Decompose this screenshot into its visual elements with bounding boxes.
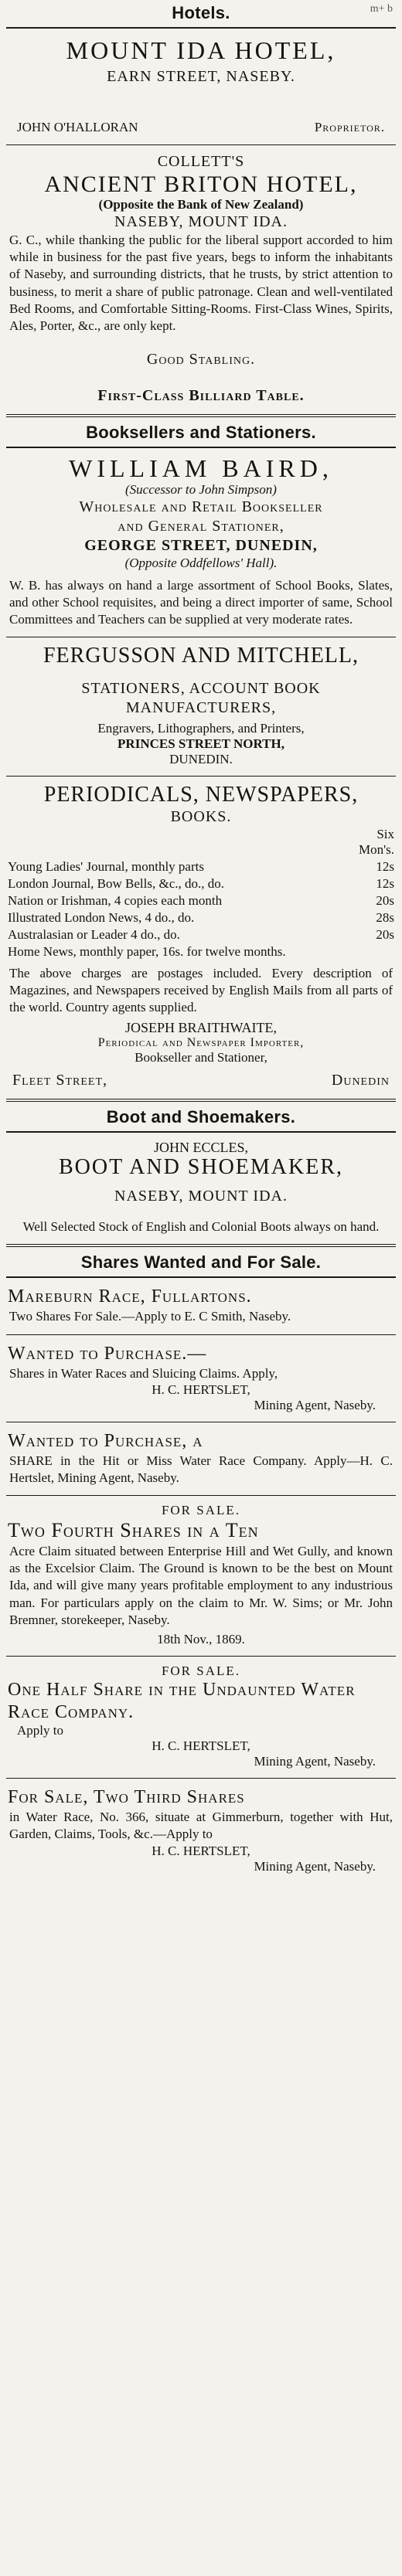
ad-wanted-hit-or-miss (6, 1425, 396, 1493)
divider (6, 776, 396, 777)
agent-role: Periodical and Newspaper Importer, (97, 1035, 305, 1049)
ad-text: in Water Race, No. 366, situate at Gimmerburn, together with Hut, Garden, Claims, Tools, &c.—Apply to (9, 1810, 393, 1842)
price-list (8, 858, 394, 961)
price-value: 12s (376, 858, 394, 874)
agent-role: Bookseller and Stationer, (135, 1049, 267, 1065)
ad-trade-line: and General Stationer, (118, 518, 284, 535)
ad-subtitle: BOOKS. (170, 807, 232, 825)
ad-william-baird (6, 450, 396, 634)
ad-trade-line: Wholesale and Retail Bookseller (79, 498, 323, 516)
ad-wanted-shares-races (6, 1337, 396, 1419)
ad-street: GEORGE STREET, DUNEDIN, (84, 537, 318, 555)
price-row (8, 892, 394, 909)
ad-text: SHARE in the Hit or Miss Water Race Company. Apply—H. C. Hertslet, Mining Agent, Naseby. (9, 1453, 393, 1485)
ad-title: PERIODICALS, NEWSPAPERS, (43, 783, 359, 807)
agent-town: Dunedin (331, 1071, 390, 1089)
ad-sale-excelsior-claim (6, 1498, 396, 1653)
ad-stabling: Good Stabling. (146, 350, 256, 368)
ad-sale-undaunted (6, 1659, 396, 1776)
ad-text: Acre Claim situated between Enterprise Hill and Wet Gully, and known as the Excelsior Claim. The Ground is known to be the best on Mount Ida, and will give many years profitable employment to any industrious man. For particulars apply on the claim to Mr. W. Sims; or Mr. John Bremner, storekeeper, Naseby. (9, 1544, 393, 1627)
proprietor-role: Proprietor. (314, 120, 385, 135)
divider (6, 1656, 396, 1657)
ad-title: Mareburn Race, Fullartons. (8, 1286, 252, 1307)
ad-town: NASEBY, MOUNT IDA. (114, 1188, 288, 1205)
divider (6, 447, 396, 448)
ad-text: The above charges are postages included. Every description of Magazines, and Newspapers received by English Mails from all parts of the world. Country agents supplied. (9, 966, 393, 1015)
ad-line: DUNEDIN. (169, 752, 233, 767)
ad-text: Shares in Water Races and Sluicing Claims. Apply, (9, 1365, 278, 1381)
ad-text: G. C., while thanking the public for the liberal support accorded to him while in business for the past five years, begs to inform the inhabitants of Naseby, and surrounding districts, that he trusts, by strict attention to business, to merit a share of public patronage. Clean and well-ventilated Bed Rooms, and Comfortable Sitting-Rooms. First-Class Wines, Spirits, Ales, Porter, &c., are only kept. (9, 233, 393, 333)
price-row (8, 926, 394, 943)
ad-successor: (Successor to John Simpson) (125, 482, 277, 498)
column-head: Six (376, 826, 394, 841)
ad-title: MOUNT IDA HOTEL, (66, 36, 336, 64)
ad-opposite: (Opposite the Bank of New Zealand) (98, 197, 304, 212)
price-value: 20s (376, 892, 394, 908)
ad-sale-gimmerburn (6, 1781, 396, 1880)
divider (6, 1131, 396, 1133)
price-row (8, 909, 394, 926)
agent-name: H. C. HERTSLET, (152, 1381, 250, 1397)
ad-label: FOR SALE. (161, 1502, 241, 1517)
divider (6, 1099, 396, 1102)
agent-role: Mining Agent, Naseby. (254, 1397, 376, 1412)
ad-text: W. B. has always on hand a large assortment of School Books, Slates, and other School requisites, and being a direct importer of same, School Committees and Teachers can be supplied at very moderate rates. (9, 578, 393, 627)
ad-fergusson-mitchell (6, 640, 396, 773)
ad-title: Wanted to Purchase.— (8, 1343, 207, 1364)
agent-address (8, 1070, 394, 1090)
divider (6, 1334, 396, 1335)
price-row (8, 943, 394, 960)
ad-title: One Half Share in the Undaunted Water Race Company. (8, 1679, 356, 1722)
divider (6, 1276, 396, 1278)
divider (6, 1244, 396, 1247)
ad-john-eccles (6, 1135, 396, 1242)
ad-title: WILLIAM BAIRD, (69, 454, 333, 482)
ad-line: Engravers, Lithographers, and Printers, (97, 721, 305, 736)
divider (6, 1778, 396, 1779)
section-heading-hotels: Hotels. (172, 3, 230, 22)
price-value: 12s (376, 875, 394, 891)
agent-role: Mining Agent, Naseby. (254, 1754, 376, 1769)
price-item: Home News, monthly paper, 16s. for twelve months. (8, 944, 286, 960)
price-item: London Journal, Bow Bells, &c., do., do. (8, 875, 225, 891)
price-row (8, 875, 394, 892)
price-value: 20s (376, 927, 394, 943)
ad-text: Well Selected Stock of English and Colonial Boots always on hand. (22, 1219, 380, 1235)
price-row (8, 858, 394, 875)
divider (6, 144, 396, 145)
ad-title: ANCIENT BRITON HOTEL, (44, 172, 358, 198)
ad-mareburn-race (6, 1280, 396, 1331)
price-item: Australasian or Leader 4 do., do. (8, 927, 180, 943)
page-mark: m+ b (370, 3, 393, 15)
ad-billiard: First-Class Billiard Table. (97, 386, 305, 404)
ad-apply: Apply to (17, 1723, 63, 1738)
divider (6, 27, 396, 29)
agent-street: Fleet Street, (12, 1071, 107, 1089)
ad-owner: JOHN ECCLES, (153, 1139, 248, 1155)
ad-line: STATIONERS, ACCOUNT BOOK MANUFACTURERS, (81, 680, 321, 717)
agent-role: Mining Agent, Naseby. (254, 1858, 376, 1874)
agent-name: H. C. HERTSLET, (152, 1843, 250, 1858)
ad-town: NASEBY, MOUNT IDA. (114, 213, 288, 231)
section-heading-shares: Shares Wanted and For Sale. (80, 1252, 322, 1273)
proprietor-name: JOHN O'HALLORAN (17, 120, 138, 135)
ad-mount-ida-hotel (6, 31, 396, 142)
price-item: Young Ladies' Journal, monthly parts (8, 858, 204, 874)
ad-label: FOR SALE. (161, 1663, 241, 1678)
price-value: 28s (376, 909, 394, 925)
ad-colletts-hotel (6, 148, 396, 412)
ad-periodicals (6, 779, 396, 1096)
ad-title: Two Fourth Shares in a Ten (8, 1518, 259, 1541)
divider (6, 1495, 396, 1496)
ad-address: EARN STREET, NASEBY. (107, 68, 295, 86)
proprietor-line (8, 119, 394, 136)
price-item: Illustrated London News, 4 do., do. (8, 909, 195, 925)
price-item: Nation or Irishman, 4 copies each month (8, 892, 223, 908)
ad-title: FERGUSSON AND MITCHELL, (43, 644, 359, 668)
ad-owner: COLLETT'S (157, 153, 245, 171)
ad-text: Two Shares For Sale.—Apply to E. C Smith, Naseby. (9, 1309, 291, 1324)
agent-name: H. C. HERTSLET, (152, 1738, 250, 1754)
ad-line: PRINCES STREET NORTH, (118, 736, 284, 752)
column-head: Mon's. (358, 842, 394, 858)
ad-date: 18th Nov., 1869. (157, 1631, 245, 1647)
ad-title: Wanted to Purchase, a (8, 1430, 203, 1451)
ad-title: BOOT AND SHOEMAKER, (58, 1154, 344, 1179)
section-heading-boots: Boot and Shoemakers. (106, 1106, 296, 1127)
divider (6, 414, 396, 417)
ad-title: For Sale, Two Third Shares (8, 1787, 245, 1808)
agent-name: JOSEPH BRAITHWAITE, (125, 1019, 277, 1035)
section-heading-booksellers: Booksellers and Stationers. (86, 422, 316, 442)
ad-opposite: (Opposite Oddfellows' Hall). (124, 556, 278, 571)
